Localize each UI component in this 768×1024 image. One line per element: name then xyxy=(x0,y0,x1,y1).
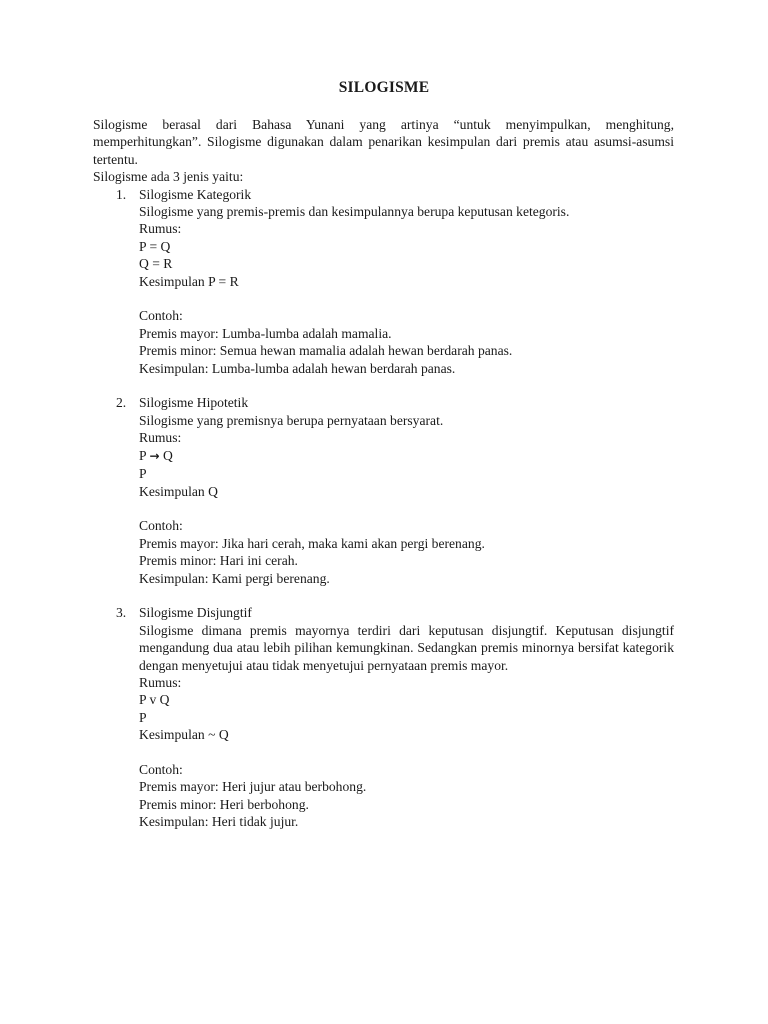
formula-line-2: P xyxy=(139,466,147,482)
item-definition: Silogisme yang premis-premis dan kesimpulannya berupa keputusan ketegoris. xyxy=(139,204,570,220)
item-number: 2. xyxy=(116,395,127,411)
intro-paragraph: Silogisme berasal dari Bahasa Yunani yang artinya “untuk menyimpulkan, menghitung, memperhitungkan”. Silogisme digunakan dalam penarikan kesimpulan dari premis atau asumsi-asumsi tertentu. xyxy=(93,117,674,167)
item-number: 1. xyxy=(116,186,127,202)
item-definition: Silogisme yang premisnya berupa pernyataan bersyarat. xyxy=(139,412,444,428)
blank-line xyxy=(139,500,674,517)
list-item-disjungtif xyxy=(93,604,674,830)
item-spacer xyxy=(93,377,674,394)
formula-conclusion: Kesimpulan ~ Q xyxy=(139,727,229,743)
example-premis-mayor: Premis mayor: Heri jujur atau berbohong. xyxy=(139,779,367,795)
item-body xyxy=(93,412,674,587)
example-premis-minor: Premis minor: Hari ini cerah. xyxy=(139,553,298,569)
item-heading xyxy=(93,186,674,203)
document-body xyxy=(93,116,674,831)
formula-line-2: P xyxy=(139,709,147,725)
formula-line-1: P v Q xyxy=(139,692,170,708)
item-heading xyxy=(93,604,674,621)
formula-line-2: Q = R xyxy=(139,256,173,272)
formula-conclusion: Kesimpulan P = R xyxy=(139,273,239,289)
types-intro-line: Silogisme ada 3 jenis yaitu: xyxy=(93,169,244,185)
item-number: 3. xyxy=(116,605,127,621)
formula-label: Rumus: xyxy=(139,430,182,446)
formula-line-1 xyxy=(139,447,674,465)
item-name: Silogisme Kategorik xyxy=(139,186,252,202)
example-kesimpulan: Kesimpulan: Kami pergi berenang. xyxy=(139,570,330,586)
item-name: Silogisme Disjungtif xyxy=(139,605,252,621)
item-name: Silogisme Hipotetik xyxy=(139,395,249,411)
item-heading xyxy=(93,394,674,411)
example-label: Contoh: xyxy=(139,518,183,534)
example-label: Contoh: xyxy=(139,761,183,777)
example-premis-minor: Premis minor: Heri berbohong. xyxy=(139,796,309,812)
example-premis-mayor: Premis mayor: Lumba-lumba adalah mamalia. xyxy=(139,325,392,341)
example-premis-minor: Premis minor: Semua hewan mamalia adalah hewan berdarah panas. xyxy=(139,343,513,359)
formula-label: Rumus: xyxy=(139,674,182,690)
formula-conclusion: Kesimpulan Q xyxy=(139,483,218,499)
formula-line-1: P = Q xyxy=(139,238,171,254)
example-kesimpulan: Kesimpulan: Heri tidak jujur. xyxy=(139,814,299,830)
item-body xyxy=(93,622,674,831)
example-premis-mayor: Premis mayor: Jika hari cerah, maka kami akan pergi berenang. xyxy=(139,535,485,551)
example-kesimpulan: Kesimpulan: Lumba-lumba adalah hewan berdarah panas. xyxy=(139,360,456,376)
page-title: SILOGISME xyxy=(338,79,430,96)
implies-arrow-icon: → xyxy=(149,448,160,463)
example-label: Contoh: xyxy=(139,308,183,324)
formula-right-term: Q xyxy=(162,447,173,463)
blank-line xyxy=(139,290,674,307)
formula-label: Rumus: xyxy=(139,221,182,237)
item-definition: Silogisme dimana premis mayornya terdiri dari keputusan disjungtif. Keputusan disjungtif mengandung dua atau lebih pilihan kemungkinan. Sedangkan premis minornya bersifat kategorik dengan menyetujui atau tidak menyetujui pernyataan premis mayor. xyxy=(139,622,674,673)
item-spacer xyxy=(93,587,674,604)
blank-line xyxy=(139,744,674,761)
formula-left-term: P xyxy=(139,447,147,463)
item-body xyxy=(93,203,674,377)
list-item-hipotetik xyxy=(93,394,674,586)
list-item-kategorik xyxy=(93,186,674,377)
